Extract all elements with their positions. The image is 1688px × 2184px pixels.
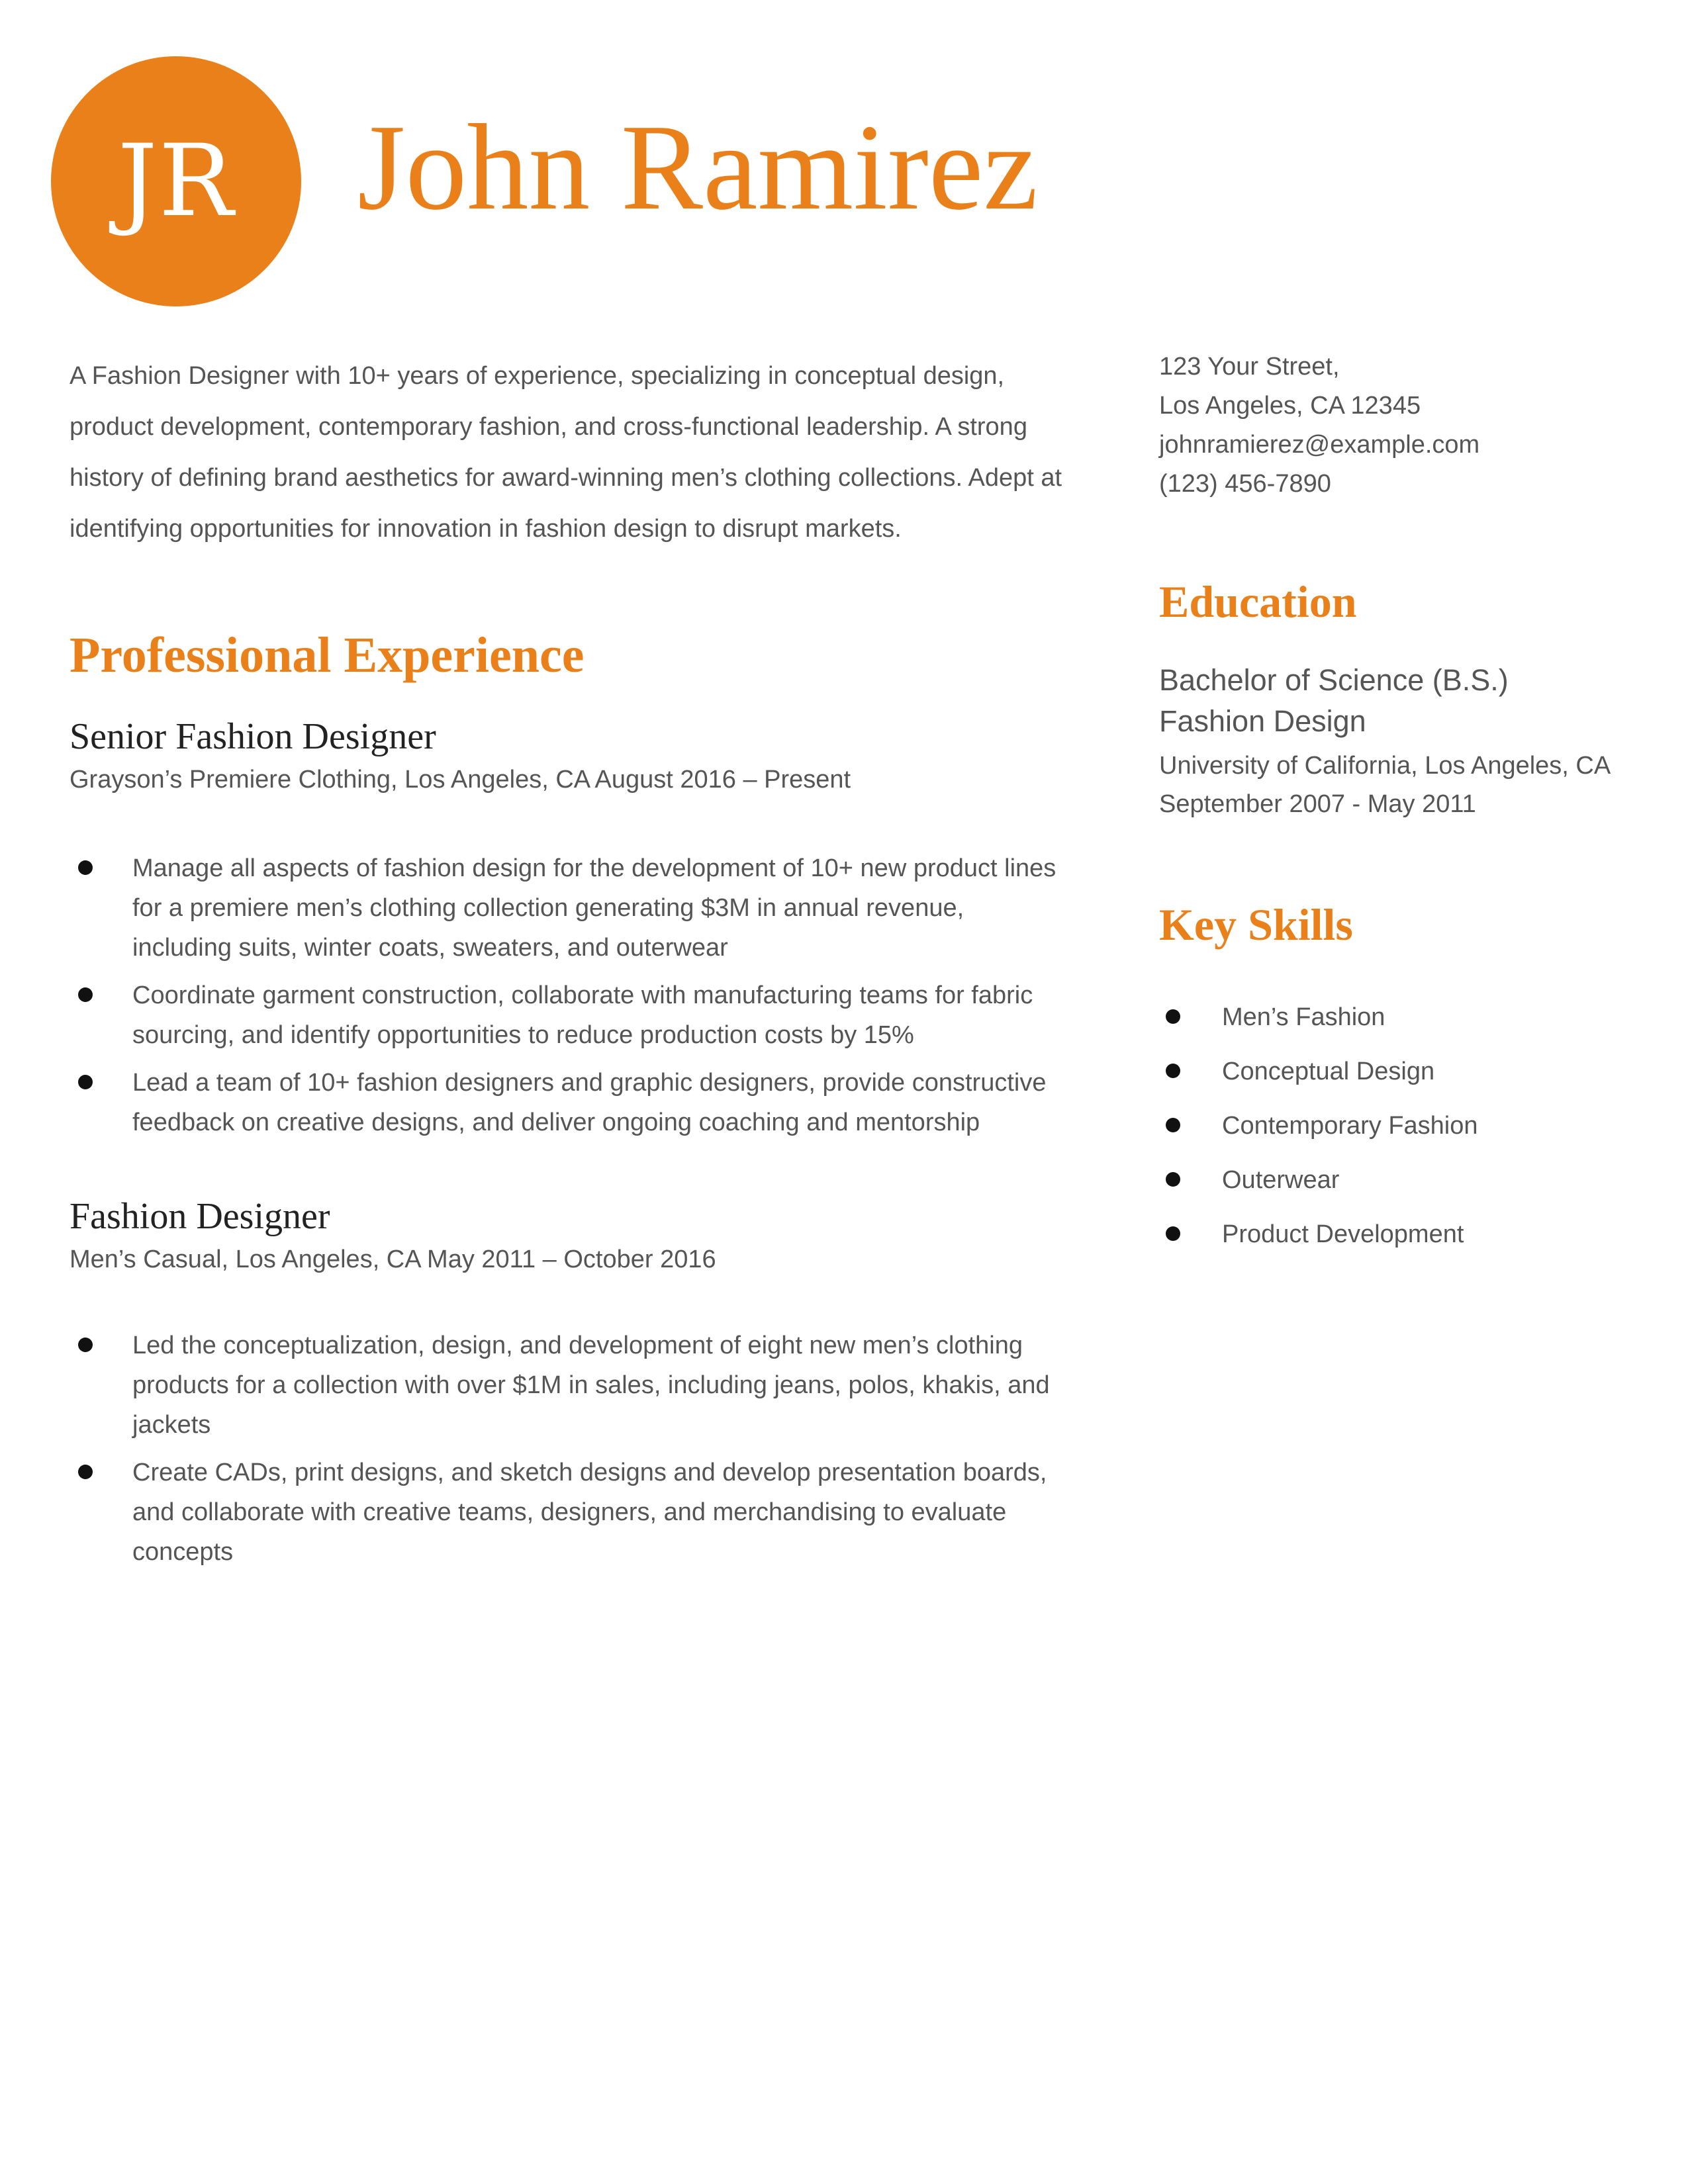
summary-paragraph: A Fashion Designer with 10+ years of experience, specializing in conceptual design, product development, contemporary fashion, and cross-functional leadership. A strong history of defining brand aesthetics for award-winning men’s clothing collections. Adept at identifying opportunities for innovation in fashion design to disrupt markets.: [70, 362, 1062, 543]
education-heading: Education: [1159, 576, 1357, 627]
list-item: Lead a team of 10+ fashion designers and graphic designers, provide constructive feedback on creative designs, and deliver ongoing coaching and mentorship: [70, 1063, 1062, 1142]
skill-item: Outerwear: [1159, 1153, 1478, 1207]
education-degree: Bachelor of Science (B.S.): [1159, 663, 1509, 697]
skill-item: Contemporary Fashion: [1159, 1099, 1478, 1153]
education-school: University of California, Los Angeles, CA: [1159, 752, 1611, 780]
list-item: Create CADs, print designs, and sketch designs and develop presentation boards, and collaborate with creative teams, designers, and merchandising to evaluate concepts: [70, 1453, 1062, 1572]
job-bullets-2: [70, 1326, 1062, 1580]
job-title-1: Senior Fashion Designer: [70, 716, 436, 757]
skill-item: Men’s Fashion: [1159, 990, 1478, 1044]
bullet-dot-icon: [1166, 1118, 1180, 1132]
bullet-dot-icon: [78, 987, 93, 1002]
bullet-dot-icon: [78, 1075, 93, 1089]
bullet-dot-icon: [1166, 1226, 1180, 1241]
monogram-circle: [51, 56, 301, 306]
job-meta-1: Grayson’s Premiere Clothing, Los Angeles, CA August 2016 – Present: [70, 766, 851, 794]
bullet-dot-icon: [1166, 1009, 1180, 1024]
education-degree-block: [1159, 660, 1509, 742]
bullet-dot-icon: [1166, 1172, 1180, 1187]
education-dates: September 2007 - May 2011: [1159, 790, 1476, 818]
resume-name: John Ramirez: [357, 99, 1038, 236]
list-item: Led the conceptualization, design, and development of eight new men’s clothing products for a collection with over $1M in sales, including jeans, polos, khakis, and jackets: [70, 1326, 1062, 1445]
job-title-2: Fashion Designer: [70, 1196, 330, 1237]
education-major: Fashion Design: [1159, 704, 1366, 738]
experience-heading: Professional Experience: [70, 627, 585, 683]
bullet-dot-icon: [78, 860, 93, 875]
bullet-dot-icon: [78, 1338, 93, 1352]
contact-street: 123 Your Street,: [1159, 353, 1340, 381]
education-school-block: [1159, 747, 1611, 823]
contact-email[interactable]: johnramierez@example.com: [1159, 431, 1480, 459]
list-item: Manage all aspects of fashion design for the development of 10+ new product lines for a premiere men’s clothing collection generating $3M in annual revenue, including suits, winter coats, sweaters, and outerwear: [70, 848, 1062, 968]
job-bullets-1: [70, 848, 1062, 1150]
job-meta-2: Men’s Casual, Los Angeles, CA May 2011 – October 2016: [70, 1246, 716, 1273]
skill-item: Conceptual Design: [1159, 1044, 1478, 1099]
skills-heading: Key Skills: [1159, 899, 1353, 950]
contact-block: [1159, 347, 1479, 504]
skill-item: Product Development: [1159, 1207, 1478, 1261]
contact-phone: (123) 456-7890: [1159, 470, 1331, 498]
bullet-dot-icon: [78, 1465, 93, 1479]
list-item: Coordinate garment construction, collaborate with manufacturing teams for fabric sourcing, and identify opportunities to reduce production costs by 15%: [70, 976, 1062, 1055]
bullet-dot-icon: [1166, 1064, 1180, 1078]
skills-list: [1159, 990, 1478, 1261]
contact-city: Los Angeles, CA 12345: [1159, 392, 1421, 420]
monogram-initials: JR: [117, 124, 235, 239]
